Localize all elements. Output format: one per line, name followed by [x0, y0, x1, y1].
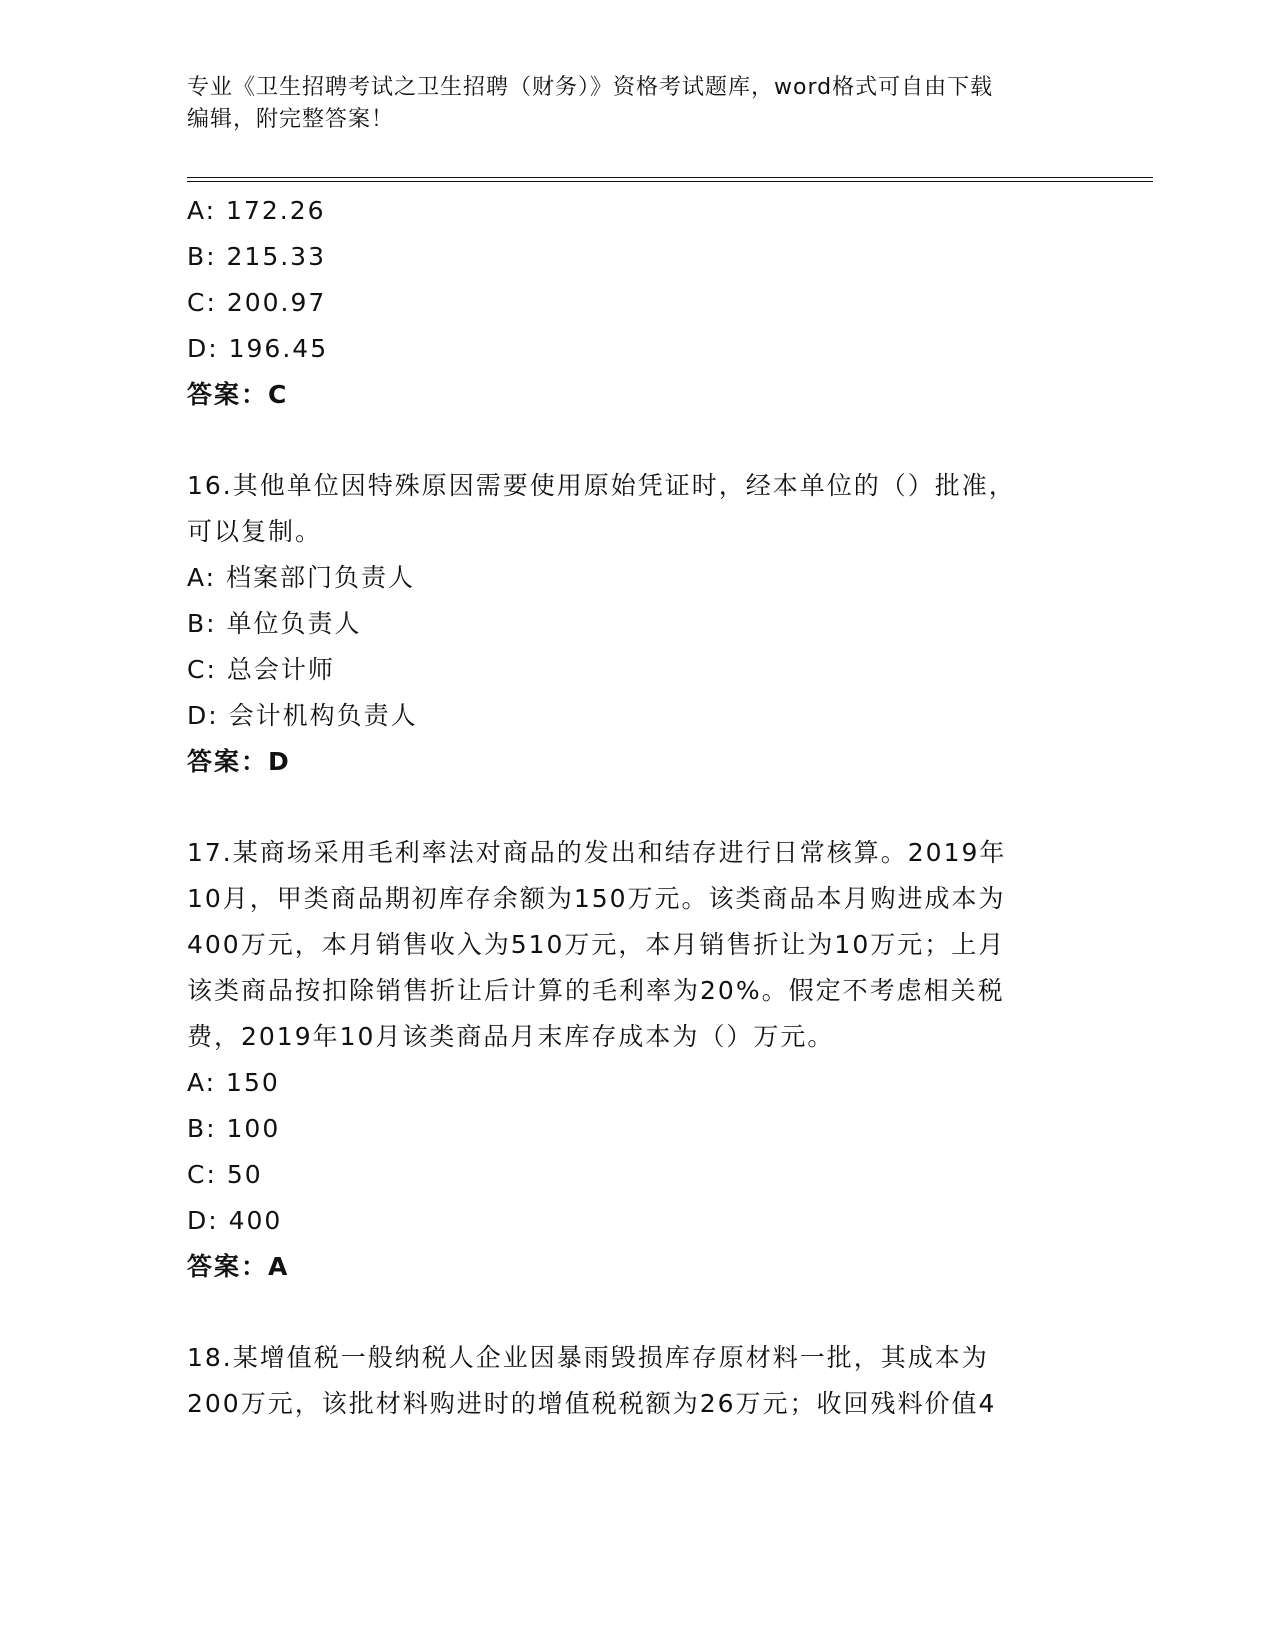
question-line: 费，2019年10月该类商品月末库存成本为（）万元。 [187, 1022, 835, 1051]
question-line: 17.某商场采用毛利率法对商品的发出和结存进行日常核算。2019年 [187, 838, 1007, 867]
option-d: D: 400 [187, 1206, 283, 1235]
option-d: D: 196.45 [187, 334, 329, 363]
header-divider-top [187, 177, 1153, 178]
option-a: A: 档案部门负责人 [187, 563, 416, 592]
option-d: D: 会计机构负责人 [187, 701, 418, 730]
question-line: 该类商品按扣除销售折让后计算的毛利率为20%。假定不考虑相关税 [187, 976, 1005, 1005]
header-divider-bottom [187, 181, 1153, 182]
answer: 答案：D [187, 747, 291, 776]
question-18-block [187, 1335, 1067, 1427]
document-body [187, 188, 1067, 1427]
question-line: 10月，甲类商品期初库存余额为150万元。该类商品本月购进成本为 [187, 884, 1006, 913]
header-line-1: 专业《卫生招聘考试之卫生招聘（财务）》资格考试题库，word格式可自由下载 [187, 75, 994, 100]
question-line: 200万元，该批材料购进时的增值税税额为26万元；收回残料价值4 [187, 1389, 997, 1418]
question-text [187, 463, 1067, 555]
option-a: A: 172.26 [187, 196, 326, 225]
answer: 答案：C [187, 380, 289, 409]
question-text [187, 830, 1067, 1060]
answer: 答案：A [187, 1252, 290, 1281]
document-header [187, 72, 1067, 136]
question-line: 16.其他单位因特殊原因需要使用原始凭证时，经本单位的（）批准， [187, 471, 1016, 500]
option-a: A: 150 [187, 1068, 280, 1097]
question-17-block [187, 830, 1067, 1290]
option-c: C: 50 [187, 1160, 263, 1189]
option-c: C: 总会计师 [187, 655, 335, 684]
option-b: B: 215.33 [187, 242, 326, 271]
question-line: 可以复制。 [187, 517, 323, 546]
option-b: B: 100 [187, 1114, 281, 1143]
question-line: 400万元，本月销售收入为510万元，本月销售折让为10万元；上月 [187, 930, 1006, 959]
header-line-2: 编辑，附完整答案！ [187, 107, 395, 132]
question-text [187, 1335, 1067, 1427]
question-line: 18.某增值税一般纳税人企业因暴雨毁损库存原材料一批，其成本为 [187, 1343, 989, 1372]
question-15-block [187, 188, 1067, 418]
option-c: C: 200.97 [187, 288, 327, 317]
option-b: B: 单位负责人 [187, 609, 362, 638]
question-16-block [187, 463, 1067, 785]
